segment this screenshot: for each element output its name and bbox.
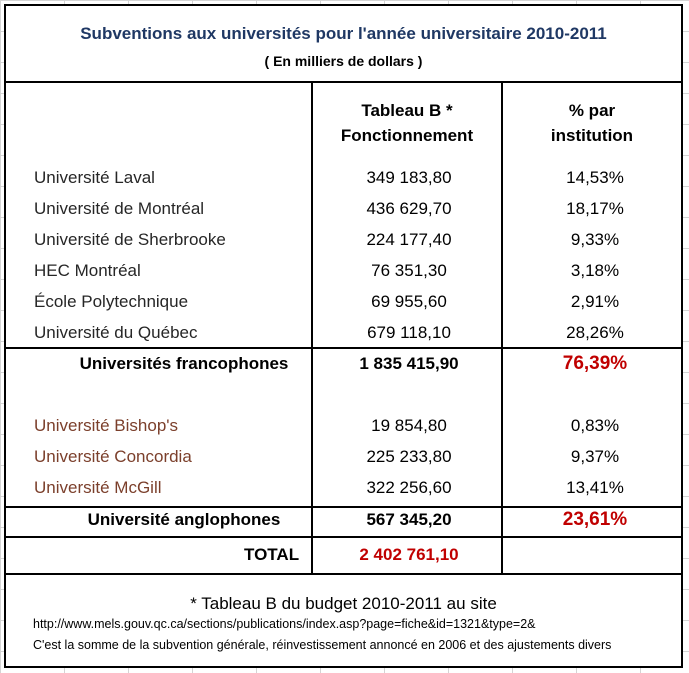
funding-percent: 28,26% xyxy=(566,323,624,342)
funding-value: 322 256,60 xyxy=(366,478,452,497)
funding-value: 19 854,80 xyxy=(371,416,447,435)
subtotal-value: 567 345,20 xyxy=(366,510,452,529)
funding-value: 679 118,10 xyxy=(367,323,451,342)
university-name: HEC Montréal xyxy=(34,261,141,280)
rule-above-anglophones-total xyxy=(6,506,681,508)
funding-value: 436 629,70 xyxy=(366,199,452,218)
header-fonctionnement-line2: Fonctionnement xyxy=(340,126,474,145)
university-name: Université McGill xyxy=(34,478,162,497)
total-value: 2 402 761,10 xyxy=(359,545,459,564)
funding-percent: 9,37% xyxy=(570,447,620,466)
header-fonctionnement xyxy=(313,98,501,148)
subtotal-label: Université anglophones xyxy=(87,510,281,529)
university-name: Université Concordia xyxy=(34,447,192,466)
funding-value: 76 351,30 xyxy=(371,261,447,280)
column-divider-1 xyxy=(311,81,313,574)
funding-value: 225 233,80 xyxy=(366,447,452,466)
funding-percent: 3,18% xyxy=(570,261,620,280)
rule-below-title xyxy=(6,81,681,83)
funding-value: 69 955,60 xyxy=(371,292,447,311)
funding-percent: 14,53% xyxy=(566,168,624,187)
funding-percent: 13,41% xyxy=(566,478,624,497)
university-name: École Polytechnique xyxy=(34,292,189,311)
subtotal-label: Universités francophones xyxy=(79,354,289,373)
rule-below-grand-total xyxy=(6,573,681,575)
explanation-note: C'est la somme de la subvention générale, réinvestissement annoncé en 2006 et des ajustements divers xyxy=(33,638,612,652)
rule-above-grand-total xyxy=(6,536,681,538)
header-fonctionnement-line1: Tableau B * xyxy=(361,101,453,120)
subtotal-percent: 23,61% xyxy=(562,509,628,530)
funding-percent: 9,33% xyxy=(570,230,620,249)
university-name: Université du Québec xyxy=(34,323,198,342)
rule-below-francophones xyxy=(6,347,681,349)
funding-value: 224 177,40 xyxy=(366,230,452,249)
table-subtitle: ( En milliers de dollars ) xyxy=(264,53,423,69)
university-name: Université Bishop's xyxy=(34,416,179,435)
funding-percent: 18,17% xyxy=(566,199,624,218)
subtotal-percent: 76,39% xyxy=(562,353,628,374)
university-name: Université de Montréal xyxy=(34,199,205,218)
source-url: http://www.mels.gouv.qc.ca/sections/publications/index.asp?page=fiche&id=1321&type=2& xyxy=(33,617,536,631)
funding-percent: 2,91% xyxy=(570,292,620,311)
header-percent-line2: institution xyxy=(550,126,634,145)
funding-percent: 0,83% xyxy=(570,416,620,435)
subtotal-value: 1 835 415,90 xyxy=(359,354,459,373)
university-name: Université de Sherbrooke xyxy=(34,230,226,249)
funding-value: 349 183,80 xyxy=(366,168,452,187)
header-percent xyxy=(503,98,681,148)
university-name: Université Laval xyxy=(34,168,155,187)
total-label: TOTAL xyxy=(244,545,300,564)
footnote: * Tableau B du budget 2010-2011 au site xyxy=(190,594,497,613)
table-title: Subventions aux universités pour l'année universitaire 2010-2011 xyxy=(80,24,607,43)
header-percent-line1: % par xyxy=(568,101,616,120)
table-frame xyxy=(4,4,683,668)
